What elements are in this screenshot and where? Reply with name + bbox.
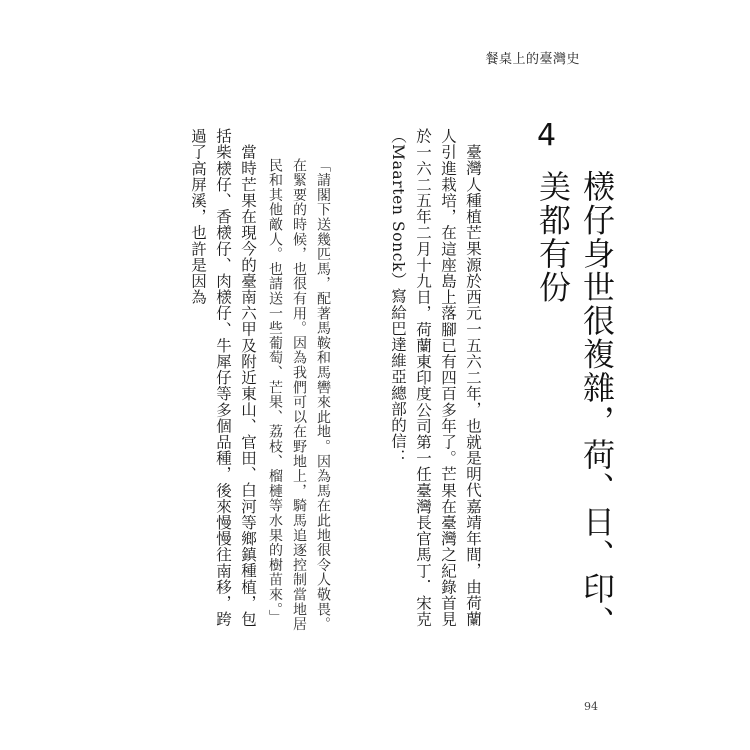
quotation-block [263, 158, 335, 638]
paragraph-text: 當時芒果在現今的臺南六甲及附近東山、官田、白河等鄉鎮種植，包括柴檨仔、香檨仔、肉檨仔、牛犀仔等多個品種，後來慢慢往南移，跨過了高屏溪，也許是因為 [189, 128, 257, 628]
paragraph-text: 臺灣人種植芒果源於西元一五六二年，也就是明代嘉靖年間，由荷蘭人引進栽培，在這座島上落腳已有四百多年了。芒果在臺灣之紀錄首見於一六二五年二月十九日，荷蘭東印度公司第一任臺灣長官馬丁．宋克（Maarten Sonck）寫給巴達維亞總部的信： [389, 128, 482, 628]
quotation-text: 「請閣下送幾匹馬，配著馬鞍和馬轡來此地。因為馬在此地很令人敬畏。在緊要的時候，也很有用。因為我們可以在野地上，騎馬追逐控制當地居民和其他敵人。也請送一些葡萄、芒果、荔枝、榴槤等水果的樹苗來。」 [267, 158, 331, 632]
chapter-heading [525, 118, 616, 658]
page-number: 94 [584, 700, 598, 713]
chapter-title: 檨仔身世很複雜，荷、日、印、美都有份 [534, 170, 616, 639]
running-title: 餐桌上的臺灣史 [485, 52, 580, 67]
body-paragraph-1 [385, 128, 485, 638]
body-paragraph-2 [185, 128, 260, 638]
chapter-number: 4 [537, 118, 557, 153]
